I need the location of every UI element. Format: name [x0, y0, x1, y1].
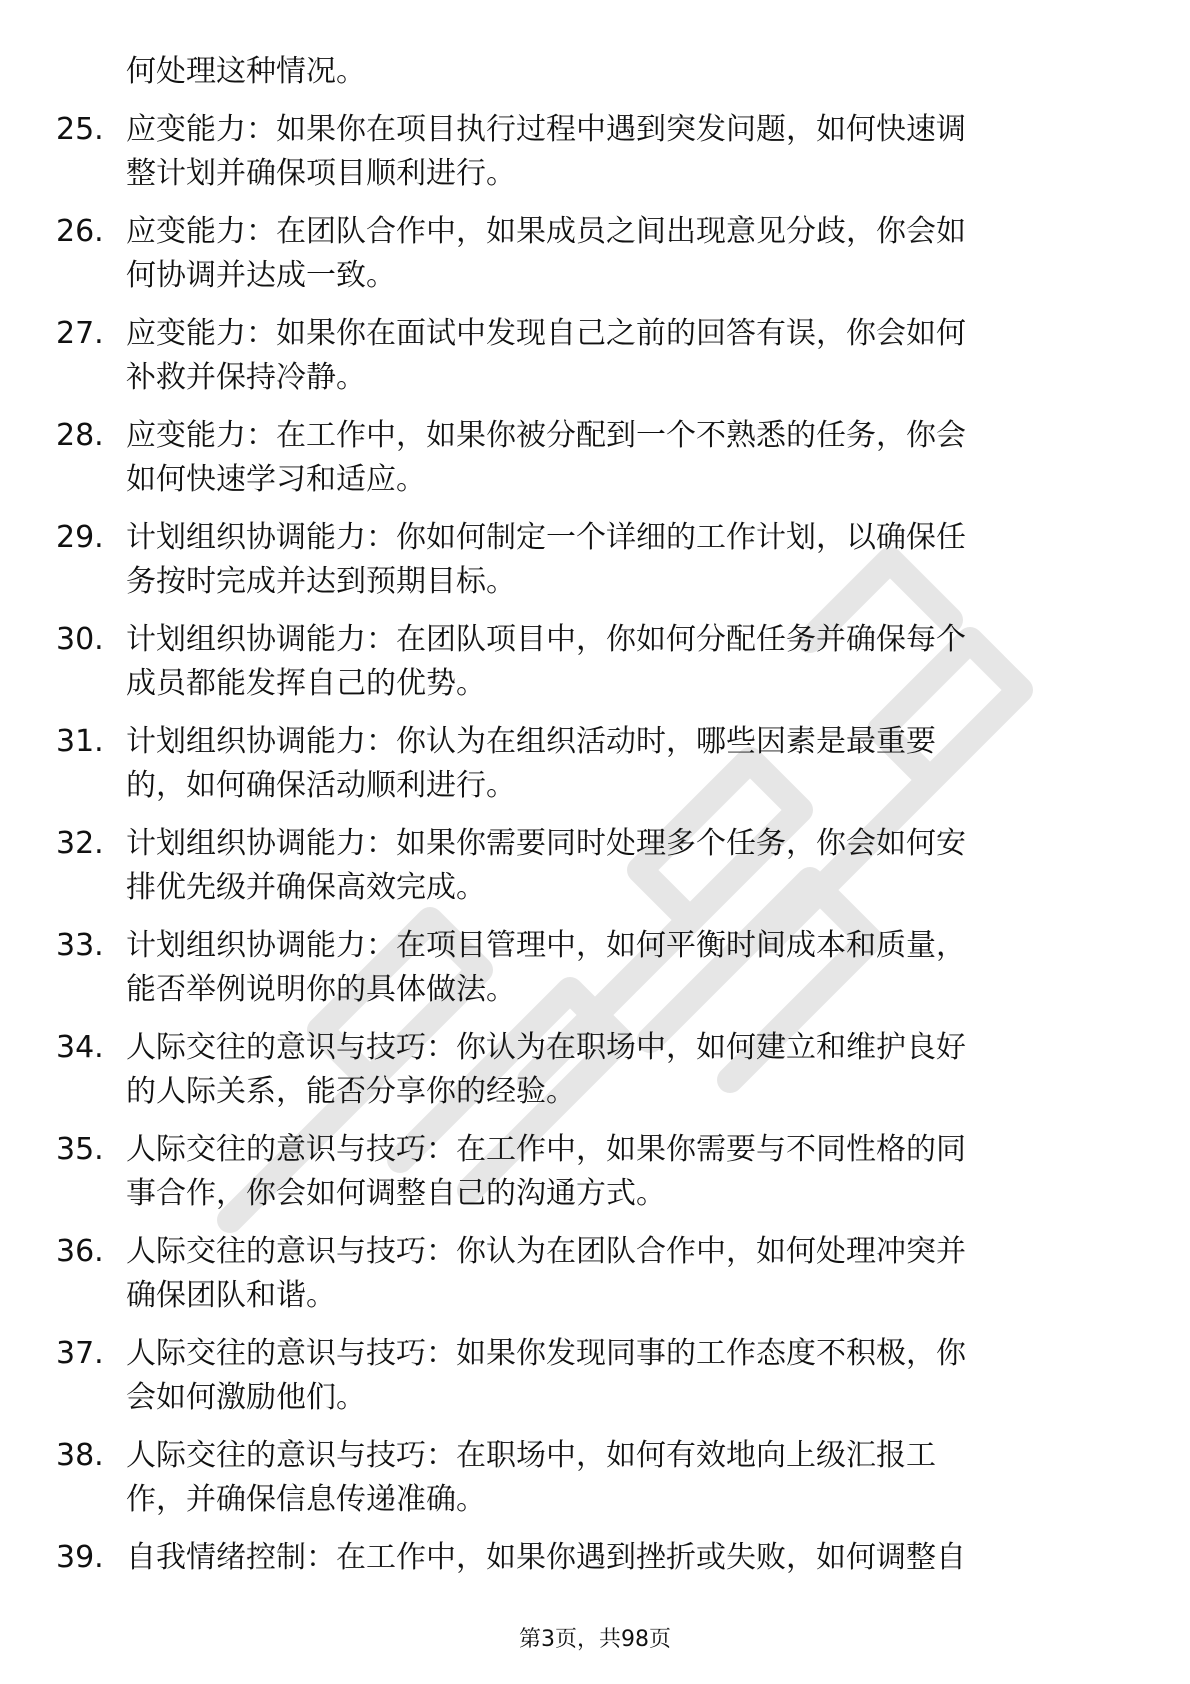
item-text: 人际交往的意识与技巧：在工作中，如果你需要与不同性格的同 事合作，你会如何调整自己的沟通方式。: [126, 1132, 966, 1211]
list-item: [0, 1128, 1190, 1216]
list-item: [0, 822, 1190, 910]
page-footer: 第3页，共98页: [519, 1627, 671, 1652]
item-number: 38.: [56, 1438, 104, 1473]
list-item: [0, 1332, 1190, 1420]
list-item: [0, 1536, 1190, 1580]
item-text: 自我情绪控制：在工作中，如果你遇到挫折或失败，如何调整自: [126, 1540, 966, 1575]
item-number: 39.: [56, 1540, 104, 1575]
list-item: [0, 618, 1190, 706]
item-text: 计划组织协调能力：如果你需要同时处理多个任务，你会如何安 排优先级并确保高效完成。: [126, 826, 966, 905]
item-text: 计划组织协调能力：在团队项目中，你如何分配任务并确保每个 成员都能发挥自己的优势。: [126, 622, 966, 701]
item-text: 计划组织协调能力：在项目管理中，如何平衡时间成本和质量， 能否举例说明你的具体做法。: [126, 928, 966, 1007]
item-text: 应变能力：如果你在项目执行过程中遇到突发问题，如何快速调 整计划并确保项目顺利进行。: [126, 112, 966, 191]
item-text: 应变能力：如果你在面试中发现自己之前的回答有误，你会如何 补救并保持冷静。: [126, 316, 966, 395]
item-number: 27.: [56, 316, 104, 351]
item-text: 应变能力：在工作中，如果你被分配到一个不熟悉的任务，你会 如何快速学习和适应。: [126, 418, 966, 497]
item-number: 30.: [56, 622, 104, 657]
list-item: [0, 516, 1190, 604]
list-item: [0, 924, 1190, 1012]
item-number: 32.: [56, 826, 104, 861]
document-body: [0, 50, 1190, 1594]
list-item: [0, 720, 1190, 808]
item-text: 人际交往的意识与技巧：在职场中，如何有效地向上级汇报工 作，并确保信息传递准确。: [126, 1438, 936, 1517]
question-list: [0, 108, 1190, 1580]
item-number: 31.: [56, 724, 104, 759]
item-text: 人际交往的意识与技巧：你认为在团队合作中，如何处理冲突并 确保团队和谐。: [126, 1234, 966, 1313]
item-number: 25.: [56, 112, 104, 147]
item-text: 计划组织协调能力：你认为在组织活动时，哪些因素是最重要 的，如何确保活动顺利进行。: [126, 724, 936, 803]
item-text: 人际交往的意识与技巧：你认为在职场中，如何建立和维护良好 的人际关系，能否分享你的经验。: [126, 1030, 966, 1109]
list-item: [0, 312, 1190, 400]
list-item: [0, 1434, 1190, 1522]
list-item: [0, 210, 1190, 298]
item-number: 34.: [56, 1030, 104, 1065]
list-item: [0, 1026, 1190, 1114]
item-number: 36.: [56, 1234, 104, 1269]
list-item: [0, 1230, 1190, 1318]
item-number: 37.: [56, 1336, 104, 1371]
item-number: 35.: [56, 1132, 104, 1167]
item-text: 计划组织协调能力：你如何制定一个详细的工作计划，以确保任 务按时完成并达到预期目标。: [126, 520, 966, 599]
continued-text: 何处理这种情况。: [126, 54, 366, 89]
list-item: [0, 108, 1190, 196]
item-text: 人际交往的意识与技巧：如果你发现同事的工作态度不积极，你 会如何激励他们。: [126, 1336, 966, 1415]
item-number: 29.: [56, 520, 104, 555]
list-item: [0, 414, 1190, 502]
item-number: 26.: [56, 214, 104, 249]
item-text: 应变能力：在团队合作中，如果成员之间出现意见分歧，你会如 何协调并达成一致。: [126, 214, 966, 293]
item-number: 28.: [56, 418, 104, 453]
item-number: 33.: [56, 928, 104, 963]
